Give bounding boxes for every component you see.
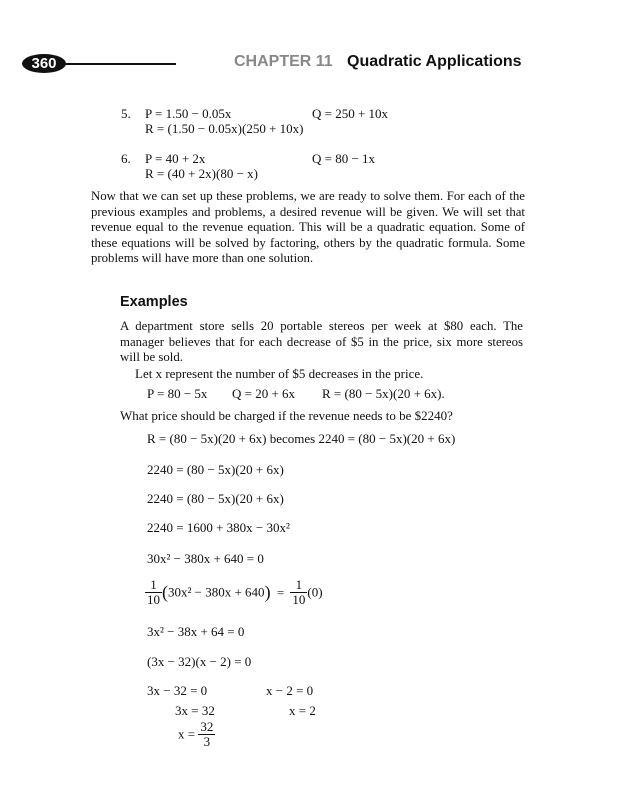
fraction	[145, 578, 162, 607]
quantity-equation: Q = 250 + 10x	[312, 106, 389, 121]
solution-step: 30x² − 380x + 640 = 0	[147, 551, 264, 566]
fraction-rhs-tail: (0)	[307, 584, 323, 600]
solution-step: 3x² − 38x + 64 = 0	[147, 624, 245, 639]
final-solution-lhs: x =	[178, 726, 196, 742]
example-question: What price should be charged if the revenue needs to be $2240?	[120, 408, 453, 423]
revenue-equation: R = (80 − 5x)(20 + 6x).	[322, 386, 445, 401]
solution-step-fraction	[145, 578, 323, 607]
price-equation: P = 1.50 − 0.05x	[145, 106, 232, 121]
let-statement: Let x represent the number of $5 decreases in the price.	[135, 366, 424, 381]
revenue-equation: R = (40 + 2x)(80 − x)	[145, 166, 258, 181]
solution-step-left: 3x − 32 = 0	[147, 683, 208, 698]
fraction-denominator: 10	[292, 592, 306, 607]
intro-paragraph: Now that we can set up these problems, we are ready to solve them. For each of the previous examples and problems, a desired revenue will be given. We will set that revenue equal to the revenue equation. This will be a quadratic equation. Some of these equations will be solved by factoring, others by the quadratic formula. Some problems will have more than one solution.	[91, 189, 525, 265]
example-problem-text: A department store sells 20 portable stereos per week at $80 each. The manager believes that for each decrease of $5 in the price, six more stereos will be sold.	[120, 319, 523, 364]
solution-step: 2240 = 1600 + 380x − 30x²	[147, 520, 290, 535]
close-paren: )	[264, 582, 271, 602]
solution-step: 2240 = (80 − 5x)(20 + 6x)	[147, 462, 284, 477]
examples-heading: Examples	[120, 294, 188, 310]
chapter-title: Quadratic Applications	[347, 53, 522, 70]
revenue-equation: R = (1.50 − 0.05x)(250 + 10x)	[145, 121, 304, 136]
quantity-equation: Q = 20 + 6x	[232, 386, 296, 401]
solution-step-right: x = 2	[289, 703, 316, 718]
fraction-denominator: 10	[147, 592, 160, 607]
quantity-equation: Q = 80 − 1x	[312, 151, 376, 166]
solution-step: 2240 = (80 − 5x)(20 + 6x)	[147, 491, 284, 506]
price-equation: P = 40 + 2x	[145, 151, 206, 166]
equals-sign: =	[276, 584, 285, 600]
fraction-numerator: 32	[200, 719, 214, 734]
solution-step-right: x − 2 = 0	[266, 683, 314, 698]
open-paren: (	[162, 582, 168, 602]
final-solution	[178, 720, 215, 749]
fraction	[198, 720, 215, 749]
solution-step: (3x − 32)(x − 2) = 0	[147, 654, 252, 669]
solution-step: R = (80 − 5x)(20 + 6x) becomes 2240 = (80 − 5x)(20 + 6x)	[147, 431, 456, 446]
solution-step-left: 3x = 32	[175, 703, 215, 718]
fraction-denominator: 3	[203, 734, 211, 749]
chapter-label: CHAPTER 11	[234, 53, 333, 70]
fraction-numerator: 1	[145, 578, 162, 593]
problem-number: 6.	[121, 151, 131, 166]
fraction-inner-expression: 30x² − 380x + 640	[168, 584, 265, 600]
price-equation: P = 80 − 5x	[147, 386, 208, 401]
fraction-numerator: 1	[290, 578, 307, 593]
fraction	[290, 578, 307, 607]
page-number-badge: 360	[22, 54, 66, 73]
header-rule	[64, 63, 176, 65]
problem-number: 5.	[121, 106, 131, 121]
